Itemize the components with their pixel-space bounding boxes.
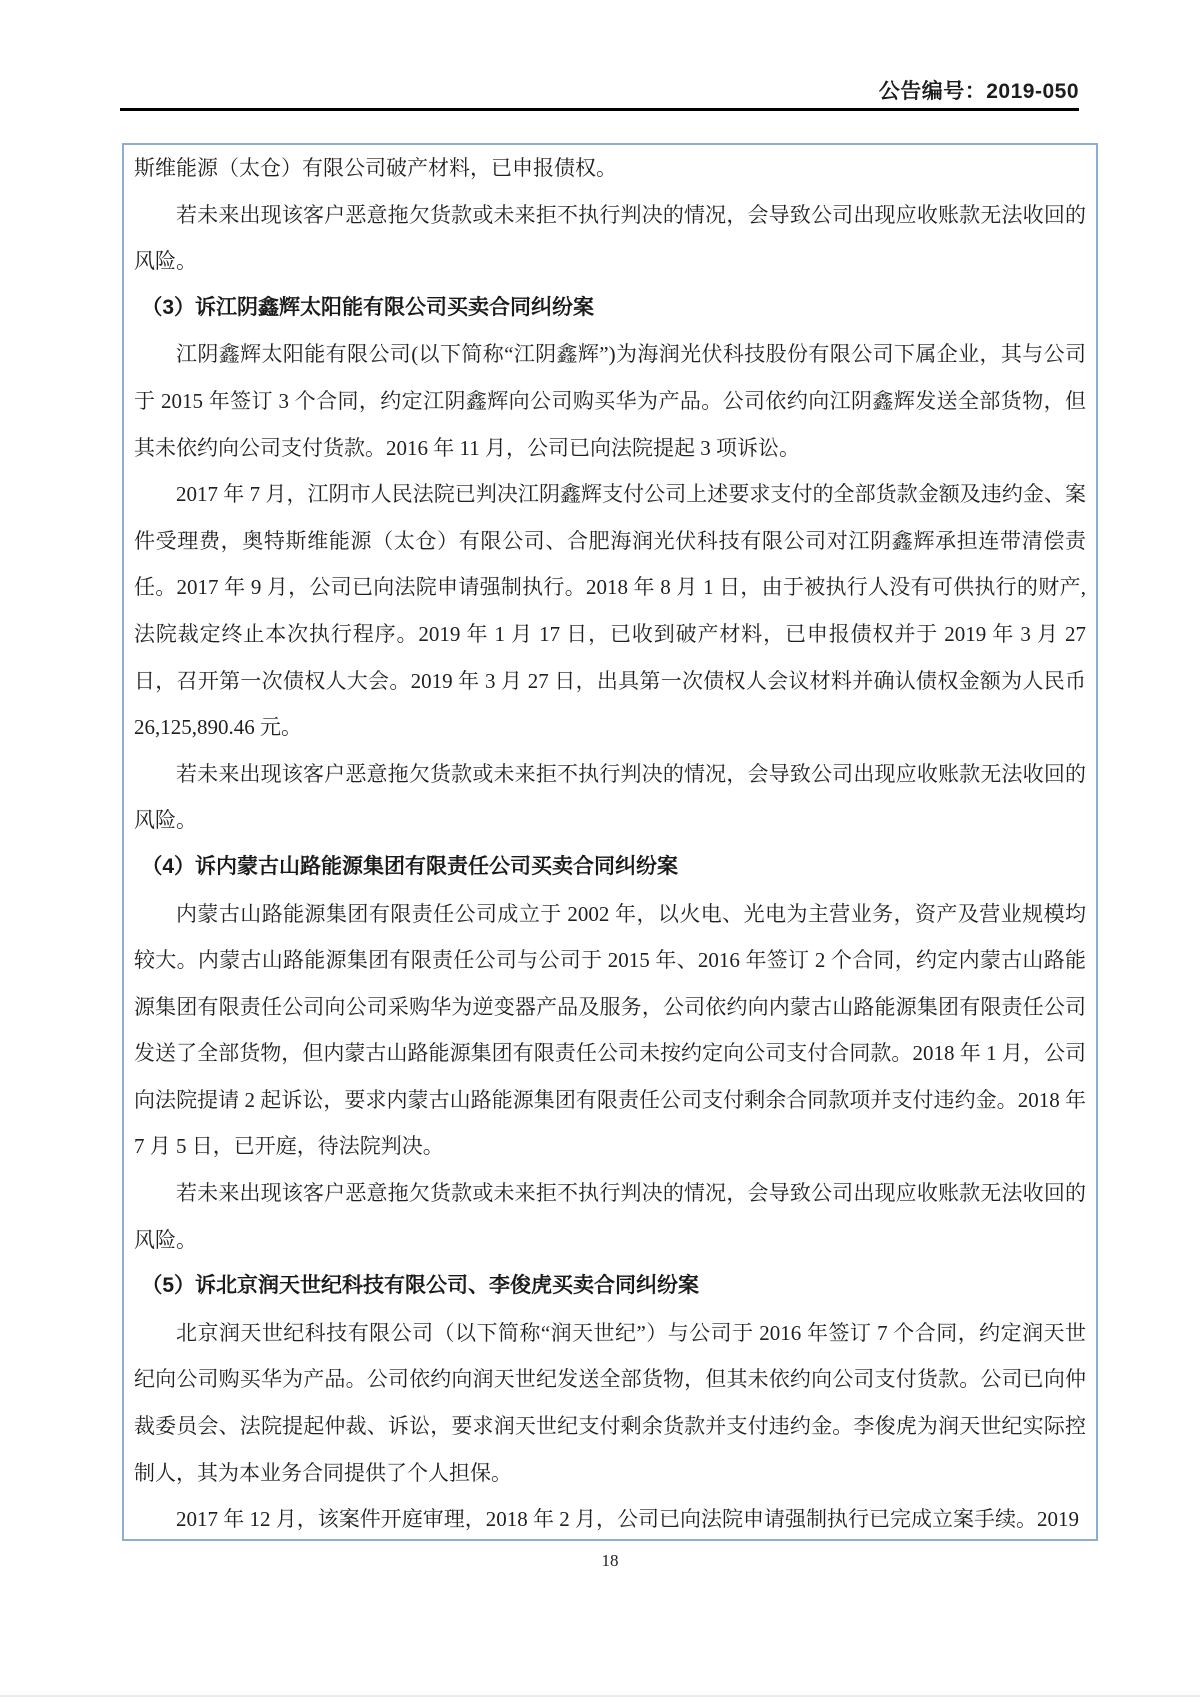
case-5-paragraph-1: 北京润天世纪科技有限公司（以下简称“润天世纪”）与公司于 2016 年签订 7 个合同，约定润天世纪向公司购买华为产品。公司依约向润天世纪发送全部货物，但其未依约向公司支付货款。公司已向仲裁委员会、法院提起仲裁、诉讼，要求润天世纪支付剩余货款并支付违约金。李俊虎为润天世纪实际控制人，其为本业务合同提供了个人担保。 — [134, 1320, 1086, 1485]
case-5-heading: （5）诉北京润天世纪科技有限公司、李俊虎买卖合同纠纷案 — [141, 1274, 700, 1298]
document-body-frame — [122, 143, 1098, 1541]
paragraph-risk-note-2: 若未来出现该客户恶意拖欠货款或未来拒不执行判决的情况，会导致公司出现应收账款无法收回的风险。 — [134, 761, 1086, 833]
page-number: 18 — [601, 1551, 619, 1570]
case-4-heading: （4）诉内蒙古山路能源集团有限责任公司买卖合同纠纷案 — [141, 854, 679, 878]
case-5-paragraph-2: 2017 年 12 月，该案件开庭审理，2018 年 2 月，公司已向法院申请强制执行已完成立案手续。2019 — [176, 1507, 1079, 1532]
case-3-paragraph-1: 江阴鑫辉太阳能有限公司(以下简称“江阴鑫辉”)为海润光伏科技股份有限公司下属企业，其与公司于 2015 年签订 3 个合同，约定江阴鑫辉向公司购买华为产品。公司依约向江阴鑫辉发送全部货物，但其未依约向公司支付货款。2016 年 11 月，公司已向法院提起 3 项诉讼。 — [134, 342, 1086, 460]
paragraph-bankruptcy-claim: 斯维能源（太仓）有限公司破产材料，已申报债权。 — [134, 156, 617, 180]
case-4-paragraph-1: 内蒙古山路能源集团有限责任公司成立于 2002 年，以火电、光电为主营业务，资产及营业规模均较大。内蒙古山路能源集团有限责任公司与公司于 2015 年、2016 年签订 2 个合同，约定内蒙古山路能源集团有限责任公司向公司采购华为逆变器产品及服务，公司依约向内蒙古山路能源集团有限责任公司发送了全部货物，但内蒙古山路能源集团有限责任公司未按约定向公司支付合同款。2018 年 1 月，公司向法院提请 2 起诉讼，要求内蒙古山路能源集团有限责任公司支付剩余合同款项并支付违约金。2018 年 7 月 5 日，已开庭，待法院判决。 — [134, 901, 1086, 1159]
case-3-paragraph-2: 2017 年 7 月，江阴市人民法院已判决江阴鑫辉支付公司上述要求支付的全部货款金额及违约金、案件受理费，奥特斯维能源（太仓）有限公司、合肥海润光伏科技有限公司对江阴鑫辉承担连带清偿责任。2017 年 9 月，公司已向法院申请强制执行。2018 年 8 月 1 日，由于被执行人没有可供执行的财产,法院裁定终止本次执行程序。2019 年 1 月 17 日，已收到破产材料，已申报债权并于 2019 年 3 月 27 日，召开第一次债权人大会。2019 年 3 月 27 日，出具第一次债权人会议材料并确认债权金额为人民币 26,125,890.46 元。 — [134, 482, 1086, 740]
announcement-number: 公告编号：2019-050 — [878, 80, 1079, 103]
paragraph-risk-note-3: 若未来出现该客户恶意拖欠货款或未来拒不执行判决的情况，会导致公司出现应收账款无法收回的风险。 — [134, 1181, 1086, 1252]
paragraph-risk-note-1: 若未来出现该客户恶意拖欠货款或未来拒不执行判决的情况，会导致公司出现应收账款无法收回的风险。 — [134, 202, 1086, 274]
case-3-heading: （3）诉江阴鑫辉太阳能有限公司买卖合同纠纷案 — [141, 295, 595, 319]
header-divider — [120, 108, 1079, 111]
